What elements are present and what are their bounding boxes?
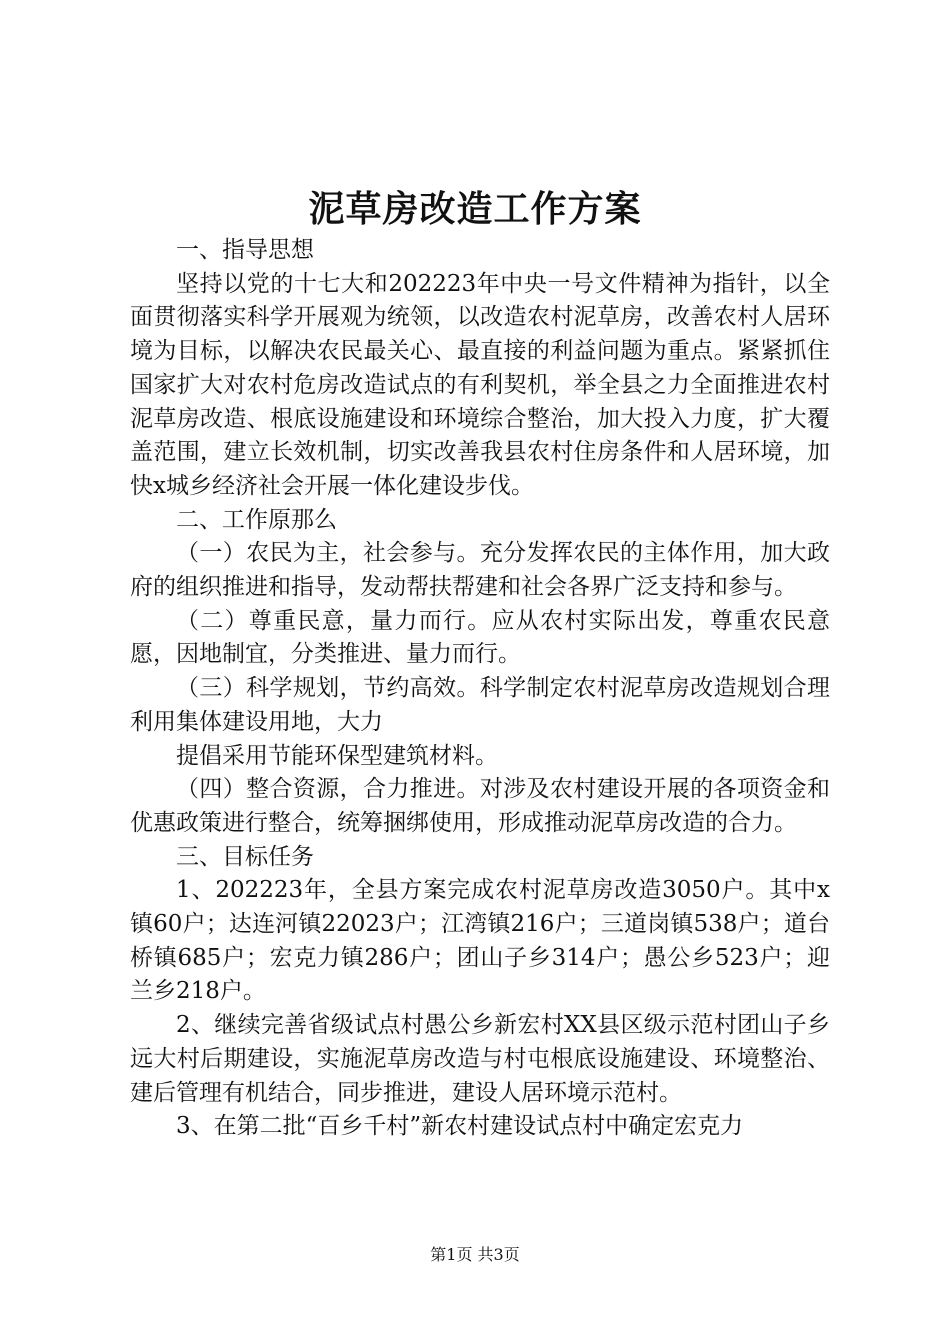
paragraph-principle-2: （二）尊重民意，量力而行。应从农村实际出发，尊重农民意愿，因地制宜，分类推进、量力而行。 — [130, 607, 830, 668]
paragraph-principle-3: （三）科学规划，节约高效。科学制定农村泥草房改造规划合理利用集体建设用地，大力 — [130, 675, 830, 735]
section-heading-targets: 三、目标任务 — [176, 843, 314, 870]
paragraph-target-3: 3、在第二批“百乡千村”新农村建设试点村中确定宏克力 — [176, 1113, 744, 1140]
section-heading-guiding-ideology: 一、指导思想 — [176, 237, 314, 263]
document-body — [130, 234, 830, 1144]
document-title: 泥草房改造工作方案 — [308, 188, 642, 230]
paragraph-guiding-ideology: 坚持以党的十七大和202223年中央一号文件精神为指针，以全面贯彻落实科学开展观为统领，以改造农村泥草房，改善农村人居环境为目标，以解决农民最关心、最直接的利益问题为重点。紧紧抓住国家扩大对农村危房改造试点的有利契机，举全县之力全面推进农村泥草房改造、根底设施建设和环境综合整治，加大投入力度，扩大覆盖范围，建立长效机制，切实改善我县农村住房条件和人居环境，加快x城乡经济社会开展一体化建设步伐。 — [130, 270, 830, 499]
page-footer: 第1页 共3页 — [430, 1245, 520, 1264]
section-heading-work-principles: 二、工作原那么 — [176, 506, 337, 533]
paragraph-target-2: 2、继续完善省级试点村愚公乡新宏村XX县区级示范村团山子乡远大村后期建设，实施泥草房改造与村屯根底设施建设、环境整治、建后管理有机结合，同步推进，建设人居环境示范村。 — [130, 1012, 830, 1106]
paragraph-principle-1: （一）农民为主，社会参与。充分发挥农民的主体作用，加大政府的组织推进和指导，发动帮扶帮建和社会各界广泛支持和参与。 — [130, 540, 830, 601]
paragraph-principle-4: （四）整合资源，合力推进。对涉及农村建设开展的各项资金和优惠政策进行整合，统筹捆绑使用，形成推动泥草房改造的合力。 — [130, 776, 830, 836]
paragraph-principle-3-continued: 提倡采用节能环保型建筑材料。 — [176, 742, 498, 769]
paragraph-target-1: 1、202223年，全县方案完成农村泥草房改造3050户。其中x镇60户；达连河镇22023户；江湾镇216户；三道岗镇538户；道台桥镇685户；宏克力镇286户；团山子乡314户；愚公乡523户；迎兰乡218户。 — [130, 877, 830, 1005]
